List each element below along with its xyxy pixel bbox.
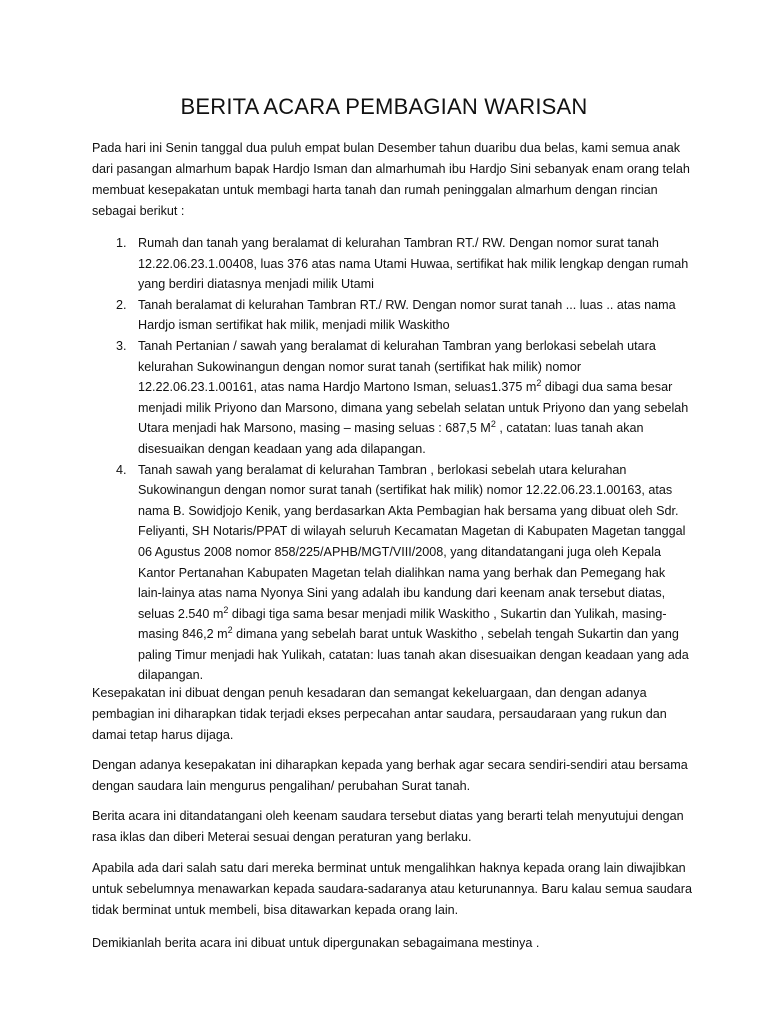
- list-item-number: 2.: [116, 297, 127, 312]
- list-item-text: Tanah beralamat di kelurahan Tambran RT./ RW. Dengan nomor surat tanah ... luas .. atas nama Hardjo isman sertifikat hak milik, menjadi milik Waskitho: [138, 297, 676, 333]
- list-item: [92, 295, 692, 336]
- superscript: 2: [490, 419, 496, 430]
- list-item-number: 1.: [116, 236, 127, 250]
- superscript: 2: [536, 377, 542, 388]
- superscript: 2: [227, 625, 233, 636]
- list-item: [92, 233, 692, 295]
- body-paragraph: Dengan adanya kesepakatan ini diharapkan kepada yang berhak agar secara sendiri-sendiri atau bersama dengan saudara lain mengurus pengalihan/ perubahan Surat tanah.: [92, 758, 688, 793]
- closing-paragraph: Demikianlah berita acara ini dibuat untuk dipergunakan sebagaimana mestinya .: [92, 936, 540, 950]
- document-title: BERITA ACARA PEMBAGIAN WARISAN: [180, 94, 588, 119]
- list-item-number: 4.: [116, 462, 127, 477]
- intro-paragraph: Pada hari ini Senin tanggal dua puluh empat bulan Desember tahun duaribu dua belas, kami semua anak dari pasangan almarhum bapak Hardjo Isman dan almarhumah ibu Hardjo Sini sebanyak enam orang telah membuat kesepakatan untuk membagi harta tanah dan rumah peninggalan almarhum dengan rincian sebagai berikut :: [92, 141, 690, 218]
- body-paragraph: Kesepakatan ini dibuat dengan penuh kesadaran dan semangat kekeluargaan, dan dengan adanya pembagian ini diharapkan tidak terjadi ekses perpecahan antar saudara, persaudaraan yang rukun dan damai tetap harus dijaga.: [92, 686, 667, 742]
- superscript: 2: [223, 604, 229, 615]
- list-item: [92, 460, 692, 687]
- inheritance-list: [92, 233, 692, 686]
- body-paragraph: Apabila ada dari salah satu dari mereka berminat untuk mengalihkan haknya kepada orang lain diwajibkan untuk sebelumnya menawarkan kepada saudara-sadaranya atau keturunannya. Baru kalau semua saudara tidak berminat untuk membeli, bisa ditawarkan kepada orang lain.: [92, 861, 692, 917]
- list-item-text: Tanah Pertanian / sawah yang beralamat di kelurahan Tambran yang berlokasi sebelah utara kelurahan Sukowinangun dengan nomor surat tanah (sertifikat hak milik) nomor 12.22.06.23.1.00161, atas nama Hardjo Martono Isman, seluas1.375 $m^2$ dibagi dua sama besar menjadi milik Priyono dan Marsono, dimana yang sebelah selatan untuk Priyono dan yang sebelah Utara menjadi hak Marsono, masing – masing seluas : 687,5 $M^2$ , catatan: luas tanah akan disesuaikan dengan keadaan yang ada dilapangan.: [138, 338, 689, 456]
- list-item: [92, 336, 692, 460]
- body-paragraph: Berita acara ini ditandatangani oleh keenam saudara tersebut diatas yang berarti telah menyutujui dengan rasa iklas dan diberi Meterai sesuai dengan peraturan yang berlaku.: [92, 809, 684, 844]
- list-item-number: 3.: [116, 338, 127, 353]
- list-item-text: Tanah sawah yang beralamat di kelurahan Tambran , berlokasi sebelah utara kelurahan Sukowinangun dengan nomor surat tanah (sertifikat hak milik) nomor 12.22.06.23.1.00163, atas nama B. Sowidjojo Kenik, yang berdasarkan Akta Pembagian hak bersama yang dibuat oleh Sdr. Feliyanti, SH Notaris/PPAT di wilayah seluruh Kecamatan Magetan di Kabupaten Magetan tanggal 06 Agustus 2008 nomor 858/225/APHB/MGT/VIII/2008, yang ditandatangani juga oleh Kepala Kantor Pertanahan Kabupaten Magetan telah dialihkan nama yang berhak dan Pemegang hak lain-lainya atas nama Nyonya Sini yang adalah ibu kandung dari keenam anak tersebut diatas, seluas 2.540 $m^2$ dibagi tiga sama besar menjadi milik Waskitho , Sukartin dan Yulikah, masing-masing 846,2 $m^2$ dimana yang sebelah barat untuk Waskitho , sebelah tengah Sukartin dan yang paling Timur menjadi hak Yulikah, catatan: luas tanah akan disesuaikan dengan keadaan yang ada dilapangan.: [138, 462, 689, 683]
- list-item-text: Rumah dan tanah yang beralamat di kelurahan Tambran RT./ RW. Dengan nomor surat tanah 12.22.06.23.1.00408, luas 376 atas nama Utami Huwaa, sertifikat hak milik lengkap dengan rumah yang berdiri diatasnya menjadi milik Utami: [138, 236, 689, 292]
